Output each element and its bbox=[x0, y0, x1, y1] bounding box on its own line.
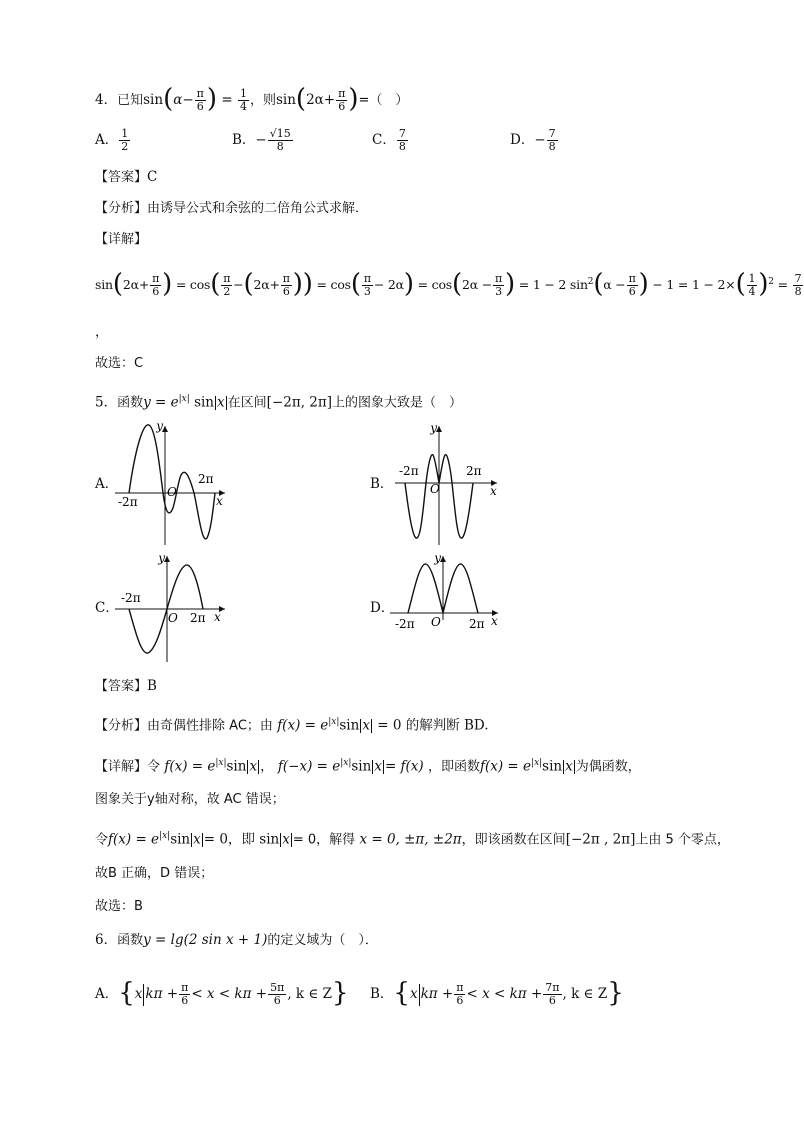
q5-graph-b[interactable] bbox=[395, 420, 505, 545]
q4-option-d[interactable]: D．− $\frac{7}{8}$ bbox=[510, 127, 556, 153]
q4-choose: 故选：C bbox=[95, 356, 144, 371]
q6-option-b[interactable]: B．{x kπ + $\frac{\pi}{6}$ < x < kπ + $\frac{7\pi}{6}$ , k ∈ Z} bbox=[370, 977, 624, 1008]
neg-2pi-label: -2π bbox=[118, 495, 138, 509]
q5-answer: 【答案】B bbox=[95, 678, 157, 694]
q5-detail-line2: 图象关于y轴对称，故 AC 错误； bbox=[95, 792, 285, 807]
q5-detail-line1: 【详解】令 $f(x) = e^{|x|}\sin$ x ， $f(-x) = e^{|x|}\sin$ x = f(x) ，即函数$f(x) = e^{|x|}\sin$ x 为偶函数， bbox=[95, 758, 641, 775]
q4-option-a[interactable]: A． $\frac{1}{2}$ bbox=[95, 127, 129, 153]
svg-text:x: x bbox=[491, 614, 498, 628]
pi-over-6: $\frac{\pi}{6}$ bbox=[338, 87, 346, 113]
pi-over-6: $\frac{\pi}{6}$ bbox=[196, 87, 204, 113]
svg-text:x: x bbox=[490, 484, 497, 498]
q5-stem: 5．函数$y = e^{|x|}$ sin x 在区间[−2π, 2π]上的图象大致是（ ） bbox=[95, 394, 463, 411]
axis-x-label: x bbox=[216, 494, 223, 508]
q5-choose: 故选：B bbox=[95, 899, 143, 914]
svg-text:2π: 2π bbox=[469, 617, 485, 631]
q5-graph-a[interactable] bbox=[115, 420, 235, 545]
q4-analysis: 【分析】由诱导公式和余弦的二倍角公式求解． bbox=[95, 201, 369, 216]
q4-detail-formula: sin(2α+ $\frac{\pi}{6}$ ) = cos( $\frac{\pi}{2}$ −(2α+ $\frac{\pi}{6}$ )) = cos( $\frac{\pi}{3}$ − 2α) = cos(2α − $\frac{\pi}{3}$ ) = 1 − 2 $\sin^2(\alpha$ − $\frac{\pi}{6}$ ) − 1 = 1 − 2×( $\frac{1}{4}$ )$^2$ = $\frac{7}{8}$ bbox=[95, 268, 802, 299]
q5-detail-line4: 故B 正确，D 错误； bbox=[95, 866, 214, 881]
svg-text:y: y bbox=[430, 421, 437, 435]
pos-2pi-label: 2π bbox=[198, 472, 214, 486]
svg-text:O: O bbox=[431, 615, 441, 629]
q5-option-a-label[interactable]: A． bbox=[95, 476, 119, 492]
q4-comma: ， bbox=[95, 324, 109, 340]
q5-option-c-label[interactable]: C． bbox=[95, 600, 119, 616]
one-over-four: $\frac{1}{4}$ bbox=[239, 87, 247, 113]
svg-text:2π: 2π bbox=[190, 611, 206, 625]
q4-option-b[interactable]: B．− $\frac{√15}{8}$ bbox=[232, 127, 291, 153]
q4-detail-tag: 【详解】 bbox=[95, 232, 148, 247]
svg-text:O: O bbox=[430, 482, 440, 496]
svg-text:-2π: -2π bbox=[395, 617, 415, 631]
q5-option-b-label[interactable]: B． bbox=[370, 476, 394, 492]
q4-option-c[interactable]: C． $\frac{7}{8}$ bbox=[372, 127, 406, 153]
axis-y-label: y bbox=[156, 419, 163, 433]
q5-graph-c[interactable] bbox=[115, 550, 235, 665]
q5-detail-line3: 令$f(x) = e^{|x|}\sin$ x = 0，即 sin x = 0，解得 x = 0, ±π, ±2π，即该函数在区间[−2π , 2π]上由 5 个零点， bbox=[95, 831, 730, 848]
svg-text:-2π: -2π bbox=[399, 464, 419, 478]
svg-text:-2π: -2π bbox=[121, 591, 141, 605]
q5-graph-d[interactable] bbox=[390, 550, 505, 635]
q4-stem: 4．已知sin(α− $\frac{\pi}{6}$ ) = $\frac{1}{4}$ ，则sin(2α+ $\frac{\pi}{6}$ )=（ ） bbox=[95, 83, 409, 114]
svg-text:O: O bbox=[168, 611, 178, 625]
svg-text:x: x bbox=[214, 610, 221, 624]
q4-answer: 【答案】C bbox=[95, 169, 158, 185]
q5-analysis: 【分析】由奇偶性排除 AC；由 $f(x) = e^{|x|}\sin$ x = 0 的解判断 BD. bbox=[95, 717, 489, 734]
svg-text:2π: 2π bbox=[466, 464, 482, 478]
svg-text:y: y bbox=[434, 551, 441, 565]
q6-stem: 6．函数y = lg(2 sin x + 1)的定义域为（ ）． bbox=[95, 932, 378, 948]
q5-option-d-label[interactable]: D． bbox=[370, 600, 395, 616]
origin-label: O bbox=[167, 485, 177, 499]
q6-option-a[interactable]: A．{x kπ + $\frac{\pi}{6}$ < x < kπ + $\frac{5\pi}{6}$ , k ∈ Z} bbox=[95, 977, 349, 1008]
svg-text:y: y bbox=[158, 551, 165, 565]
